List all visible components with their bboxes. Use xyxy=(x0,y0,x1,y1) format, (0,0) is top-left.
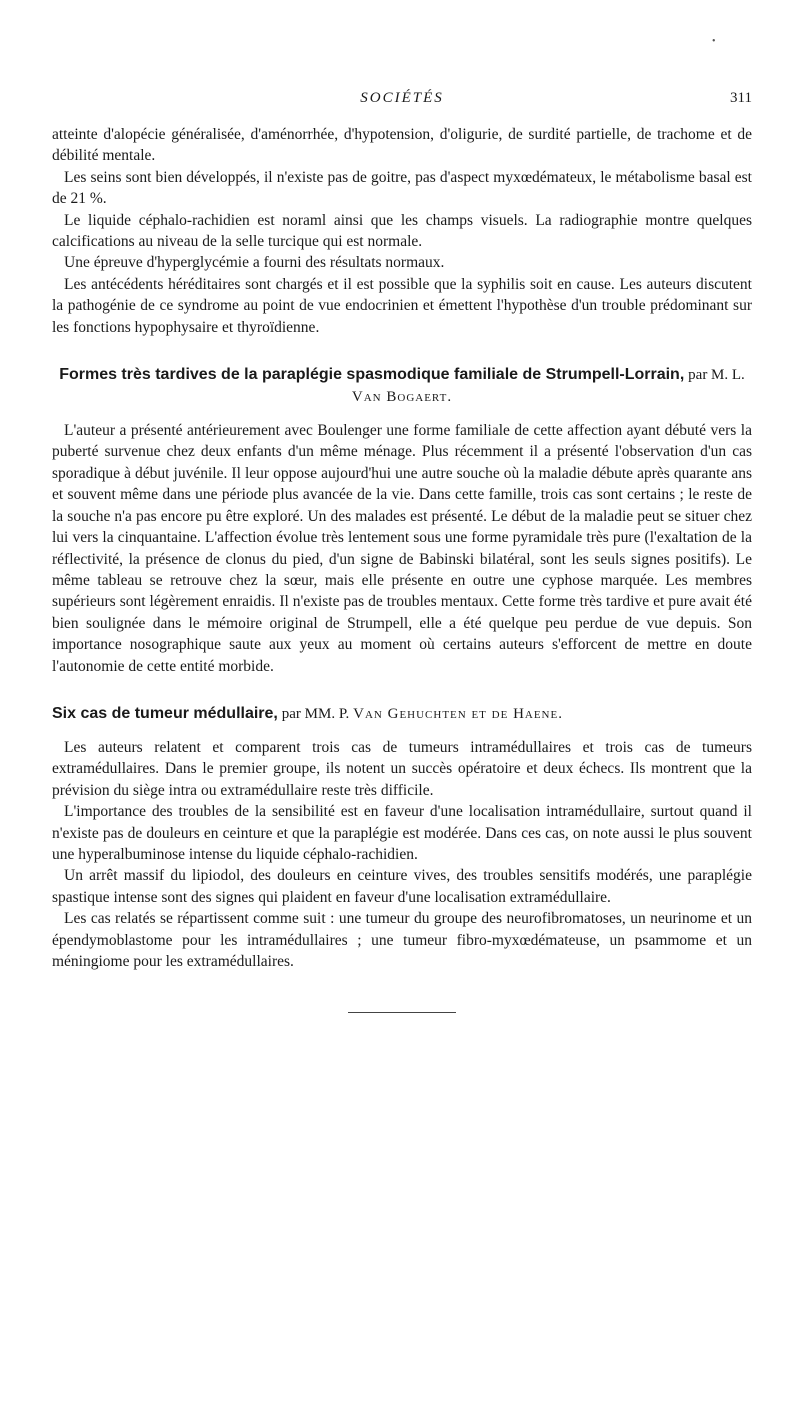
paragraph: Le liquide céphalo-rachidien est noraml ainsi que les champs visuels. La radiographie montre quelques calcifications au niveau de la selle turcique qui est normale. xyxy=(52,211,752,251)
byline-prefix: par M. L. xyxy=(688,367,745,384)
running-header xyxy=(52,88,752,114)
closing-rule xyxy=(348,1012,456,1013)
paragraph: Une épreuve d'hyperglycémie a fourni des résultats normaux. xyxy=(64,254,445,272)
document-page xyxy=(52,88,752,1013)
paragraph: Les seins sont bien développés, il n'existe pas de goitre, pas d'aspect myxœdémateux, le métabolisme basal est de 21 %. xyxy=(52,168,752,208)
author-name: Van Gehuchten et de Haene. xyxy=(353,705,563,722)
page-number: 311 xyxy=(730,90,752,106)
paragraph: Les antécédents héréditaires sont chargés et il est possible que la syphilis soit en cause. Les auteurs discutent la pathogénie de ce syndrome au point de vue endocrinien et émettent l'hypothèse d'un trouble prédominant sur les fonctions hypophysaire et thyroïdienne. xyxy=(52,275,752,336)
section-heading-tumeur xyxy=(52,703,752,725)
paragraph: Un arrêt massif du lipiodol, des douleurs en ceinture vives, des troubles sensitifs modérés, une paraplégie spastique intense sont des signes qui plaident en faveur d'une localisation extramédullaire. xyxy=(52,867,752,906)
paragraph: L'importance des troubles de la sensibilité est en faveur d'une localisation intramédullaire, surtout quand il n'existe pas de douleurs en ceinture et que la paraplégie est modérée. Dans ces cas, on note aussi le plus souvent une hyperalbuminose intense du liquide céphalo-rachidien. xyxy=(52,803,752,863)
running-title: SOCIÉTÉS xyxy=(360,90,444,106)
author-name: Van Bogaert. xyxy=(351,389,453,406)
section-body-tumeur xyxy=(52,737,752,972)
scan-speck: • xyxy=(712,36,716,47)
paragraph: atteinte d'alopécie généralisée, d'aménorrhée, d'hypotension, d'oligurie, de surdité partielle, de trachome et de débilité mentale. xyxy=(52,126,752,165)
paragraph: Les cas relatés se répartissent comme suit : une tumeur du groupe des neurofibromatoses, un neurinome et un épendymoblastome pour les intramédullaires ; une tumeur fibro-myxœdémateuse, un psammome et un méningiome pour les extramédullaires. xyxy=(52,910,752,970)
intro-block xyxy=(52,124,752,338)
section-title: Six cas de tumeur médullaire, xyxy=(52,704,278,722)
paragraph: Les auteurs relatent et comparent trois cas de tumeurs intramédullaires et trois cas de tumeurs extramédullaires. Dans le premier groupe, ils notent un succès opératoire et deux échecs. Ils montrent que la prévision du siège intra ou extramédullaire reste très difficile. xyxy=(52,738,752,799)
section-title: Formes très tardives de la paraplégie spasmodique familiale de Strumpell-Lorrain, xyxy=(59,366,685,384)
section-body-strumpell xyxy=(52,420,752,677)
paragraph: L'auteur a présenté antérieurement avec Boulenger une forme familiale de cette affection ayant débuté vers la puberté survenue chez deux enfants d'un même ménage. Plus récemment il a présenté l'observation d'un cas sporadique à début juvénile. Il leur oppose aujourd'hui une autre souche où la maladie débute après quarante ans et souvent même dans une période plus avancée de la vie. Dans cette famille, trois cas sont certains ; le reste de la souche n'a pas encore pu être exploré. Un des malades est présenté. Le début de la maladie peut se situer chez lui vers la cinquantaine. L'affection évolue très lentement sous une forme pyramidale très pure (l'exaltation de la réflectivité, la présence de clonus du pied, d'un signe de Babinski bilatéral, sont les seuls signes positifs). Le même tableau se retrouve chez la sœur, mais elle présente en outre une cyphose marquée. Les membres supérieurs sont légèrement enraidis. Il n'existe pas de troubles mentaux. Cette forme très tardive et pure avait été bien soulignée dans le mémoire original de Strumpell, elle a été quelque peu perdue de vue depuis. Son importance nosographique saute aux yeux au moment où certains auteurs s'efforcent de mettre en doute l'autonomie de cette entité morbide. xyxy=(52,422,752,675)
section-heading-strumpell xyxy=(52,364,752,408)
byline-prefix: par MM. P. xyxy=(281,705,350,722)
